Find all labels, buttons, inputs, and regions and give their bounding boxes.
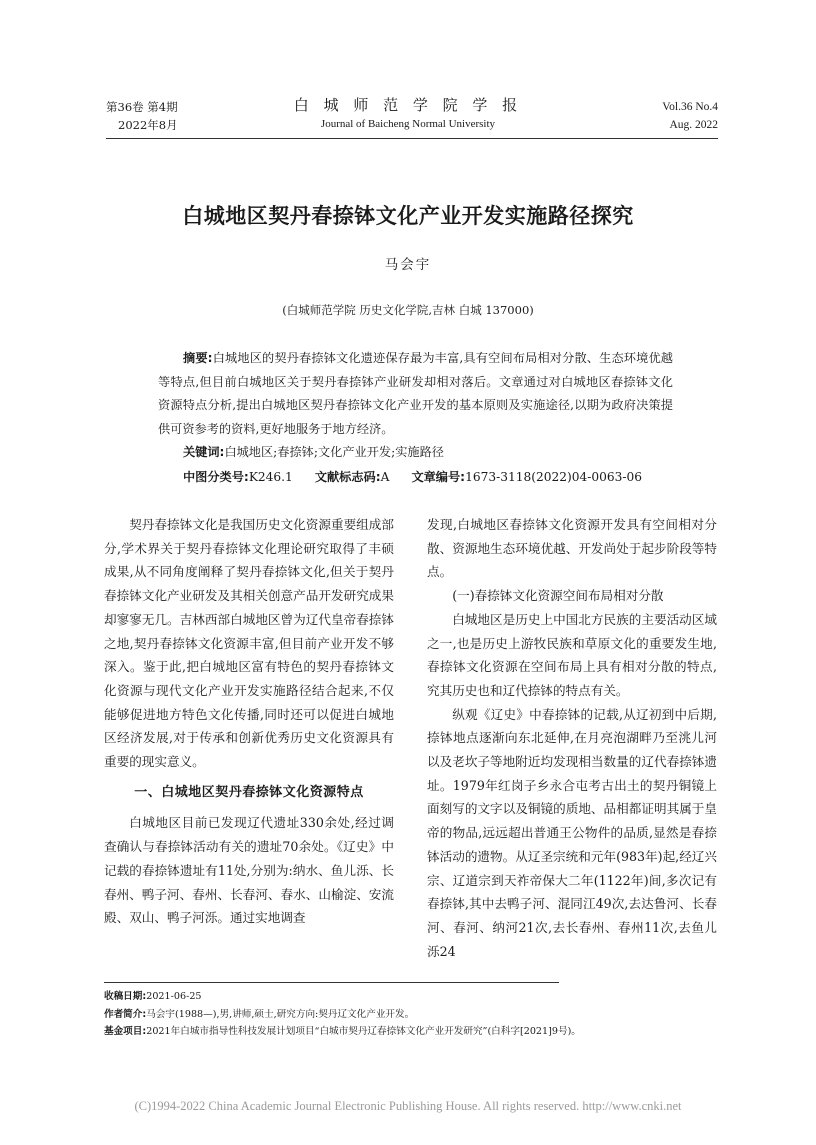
footnote-rule: [104, 982, 559, 983]
header-rule: [106, 138, 718, 139]
header-center: [258, 95, 558, 133]
body-paragraph: 白城地区目前已发现辽代遗址330余处,经过调查确认与春捺钵活动有关的遗址70余处。《辽史》中记载的春捺钵遗址有11处,分别为:纳水、鱼儿泺、长春州、鸭子河、春州、长春河、春水、山榆淀、安流殿、双山、鸭子河泺。通过实地调查: [104, 815, 394, 926]
fund-value: 2021年白城市指导性科技发展计划项目“白城市契丹辽春捺钵文化产业开发研究”(白科字[2021]9号)。: [146, 1026, 581, 1037]
journal-name-en: Journal of Baicheng Normal University: [320, 118, 496, 130]
received-label: 收稿日期:: [104, 991, 147, 1002]
article-title: 白城地区契丹春捺钵文化产业开发实施路径探究: [182, 204, 634, 228]
copyright-footer: (C)1994-2022 China Academic Journal Electronic Publishing House. All rights reserved. http://www.cnki.net: [134, 1099, 682, 1113]
affiliation: (白城师范学院 历史文化学院,吉林 白城 137000): [282, 303, 534, 317]
body-left-column: [104, 513, 394, 930]
journal-name-cn: 白 城 师 范 学 院 学 报: [293, 96, 523, 114]
clc-value: K246.1: [248, 470, 293, 484]
author-bio-value: 马会宇(1988—),男,讲师,硕士,研究方向:契丹辽文化产业开发。: [146, 1008, 415, 1020]
date-cn: 2022年8月: [118, 118, 178, 132]
body-paragraph: 契丹春捺钵文化是我国历史文化资源重要组成部分,学术界关于契丹春捺钵文化理论研究取得了丰硕成果,从不同角度阐释了契丹春捺钵文化,但关于契丹春捺钵文化产业研发及其相关创意产品开发研究成果却寥寥无几。吉林西部白城地区曾为辽代皇帝春捺钵之地,契丹春捺钵文化资源丰富,但目前产业开发不够深入。鉴于此,把白城地区富有特色的契丹春捺钵文化资源与现代文化产业开发实施路径结合起来,不仅能够促进地方特色文化传播,同时还可以促进白城地区经济发展,对于传承和创新优秀历史文化资源具有重要的现实意义。: [104, 517, 394, 770]
abstract-text: 白城地区的契丹春捺钵文化遗迹保存最为丰富,具有空间布局相对分散、生态环境优越等特点,但目前白城地区关于契丹春捺钵产业研发却相对落后。文章通过对白城地区春捺钵文化资源特点分析,提出白城地区契丹春捺钵文化产业开发的基本原则及实施途径,以期为政府决策提供可资参考的资料,更好地服务于地方经济。: [158, 351, 673, 436]
abstract: [158, 347, 673, 441]
keywords-text: 白城地区;春捺钵;文化产业开发;实施路径: [224, 445, 444, 459]
author-bio-label: 作者简介:: [104, 1008, 147, 1020]
clc-label: 中图分类号:: [183, 470, 249, 484]
header-right: [662, 98, 718, 134]
doc-code-value: A: [380, 470, 390, 484]
volume-issue-cn: 第36卷 第4期: [106, 100, 178, 114]
volume-issue-en: Vol.36 No.4: [662, 101, 718, 113]
article-no-value: 1673-3118(2022)04-0063-06: [465, 470, 643, 484]
author-name: 马会宇: [384, 257, 432, 273]
section-heading: 一、白城地区契丹春捺钵文化资源特点: [134, 784, 364, 800]
body-paragraph: 发现,白城地区春捺钵文化资源开发具有空间相对分散、资源地生态环境优越、开发尚处于起步阶段等特点。: [427, 517, 717, 580]
fund-note: [104, 1023, 716, 1041]
date-en: Aug. 2022: [669, 119, 718, 131]
fund-label: 基金项目:: [104, 1026, 147, 1037]
keywords-label: 关键词:: [183, 445, 225, 459]
received-value: 2021-06-25: [146, 991, 202, 1002]
author-bio-note: [104, 1006, 716, 1024]
body-paragraph: 白城地区是历史上中国北方民族的主要活动区域之一,也是历史上游牧民族和草原文化的重要发生地,春捺钵文化资源在空间布局上具有相对分散的特点,究其历史也和辽代捺钵的特点有关。: [427, 611, 717, 698]
abstract-label: 摘要:: [183, 351, 213, 365]
footnotes: [104, 988, 716, 1041]
classification-line: [183, 466, 703, 489]
article-no-label: 文章编号:: [411, 470, 466, 484]
body-right-column: [427, 513, 717, 963]
received-date-note: [104, 988, 716, 1006]
body-paragraph: 纵观《辽史》中春捺钵的记载,从辽初到中后期,捺钵地点逐渐向东北延伸,在月亮泡湖畔乃至洮儿河以及老坎子等地附近均发现相当数量的辽代春捺钵遗址。1979年红岗子乡永合屯考古出土的契丹铜镜上面刻写的文字以及铜镜的质地、品相都证明其属于皇帝的物品,远远超出普通王公物件的品质,显然是春捺钵活动的遗物。从辽圣宗统和元年(983年)起,经辽兴宗、辽道宗到天祚帝保大二年(1122年)间,多次记有春捺钵,其中去鸭子河、混同江49次,去达鲁河、长春河、春河、纳河21次,去长春州、春州11次,去鱼儿泺24: [427, 706, 717, 959]
keywords: [183, 441, 444, 464]
header-left: [106, 98, 178, 134]
doc-code-label: 文献标志码:: [314, 470, 381, 484]
subsection-heading: (一)春捺钵文化资源空间布局相对分散: [452, 588, 664, 604]
